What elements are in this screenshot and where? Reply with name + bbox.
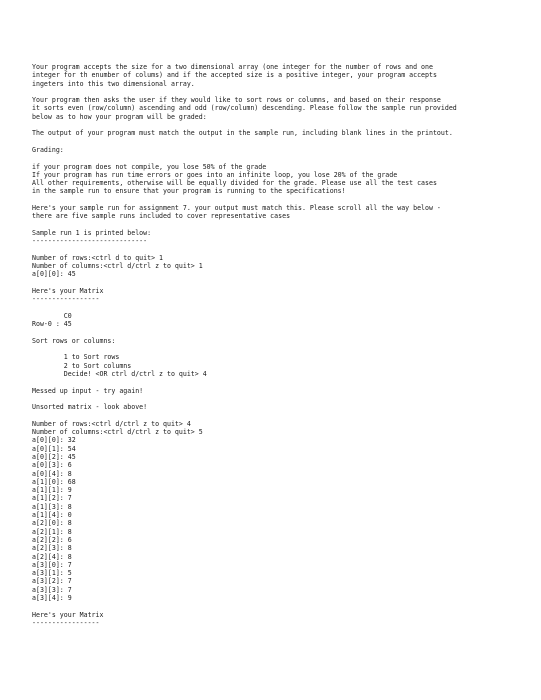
blank-line — [32, 378, 532, 386]
blank-line — [32, 138, 532, 146]
blank-line — [32, 279, 532, 287]
text-line: Number of columns:<ctrl d/ctrl z to quit> 5 — [32, 428, 203, 437]
blank-line — [32, 304, 532, 312]
blank-line — [32, 246, 532, 254]
text-line: a[0][4]: 8 — [32, 469, 72, 478]
text-line: a[2][1]: 8 — [32, 527, 72, 536]
text-line: a[3][2]: 7 — [32, 577, 72, 586]
text-line: a[3][3]: 7 — [32, 585, 72, 594]
text-line: Your program accepts the size for a two dimensional array (one integer for the number of rows and one — [32, 63, 433, 71]
text-line: a[3][1]: 5 — [32, 569, 72, 578]
blank-line — [32, 602, 532, 610]
text-line: integer for th enumber of colums) and if the accepted size is a positive integer, your program accepts — [32, 71, 437, 80]
blank-line — [32, 121, 532, 129]
text-line: If your program has run time errors or goes into an infinite loop, you lose 20% of the grade — [32, 170, 398, 179]
text-line: ingeters into this two dimensional array. — [32, 79, 195, 88]
text-line: a[2][0]: 8 — [32, 519, 72, 528]
text-line: Number of rows:<ctrl d/ctrl z to quit> 4 — [32, 419, 191, 428]
text-line: Number of rows:<ctrl d to quit> 1 — [32, 253, 164, 262]
blank-line — [32, 221, 532, 229]
text-line: Your program then asks the user if they would like to sort rows or columns, and based on their response — [32, 96, 441, 105]
text-line: Row-0 : 45 — [32, 320, 72, 329]
text-line: a[0][0]: 32 — [32, 436, 76, 445]
text-line: a[0][1]: 54 — [32, 444, 76, 453]
text-line: it sorts even (row/column) ascending and odd (row/column) descending. Please follow the sample run provided — [32, 104, 457, 113]
text-line: 2 to Sort columns — [32, 361, 132, 370]
text-line: Unsorted matrix - look above! — [32, 403, 148, 412]
blank-line — [32, 395, 532, 403]
text-line: a[0][0]: 45 — [32, 270, 76, 279]
text-line: if your program does not compile, you lose 50% of the grade — [32, 162, 267, 171]
blank-line — [32, 345, 532, 353]
text-line: Sort rows or columns: — [32, 336, 116, 345]
text-line: Here's your sample run for assignment 7. your output must match this. Please scroll all the way below - — [32, 204, 441, 213]
blank-line — [32, 196, 532, 204]
text-line: Sample run 1 is printed below: — [32, 228, 152, 237]
text-line: a[2][2]: 6 — [32, 535, 72, 544]
text-line: a[3][0]: 7 — [32, 560, 72, 569]
text-line: a[1][2]: 7 — [32, 494, 72, 503]
text-line: there are five sample runs included to cover representative cases — [32, 212, 291, 221]
text-line: a[1][4]: 0 — [32, 511, 72, 520]
text-line: Number of columns:<ctrl d/ctrl z to quit> 1 — [32, 262, 203, 271]
text-line: C0 — [32, 311, 72, 320]
text-line: Here's your Matrix — [32, 287, 104, 296]
assignment-text — [32, 63, 532, 627]
text-line: a[2][4]: 8 — [32, 552, 72, 561]
text-line: Grading: — [32, 145, 64, 154]
text-line: a[1][1]: 9 — [32, 486, 72, 495]
blank-line — [32, 411, 532, 419]
blank-line — [32, 329, 532, 337]
blank-line — [32, 154, 532, 162]
text-line: ----------------- — [32, 295, 100, 304]
text-line: Here's your Matrix — [32, 610, 104, 619]
text-line: The output of your program must match the output in the sample run, including blank lines in the printout. — [32, 129, 453, 138]
text-line: a[3][4]: 9 — [32, 594, 72, 602]
text-line: a[0][3]: 6 — [32, 461, 72, 470]
text-line: a[2][3]: 8 — [32, 544, 72, 553]
text-line: a[1][0]: 68 — [32, 477, 76, 486]
text-line: in the sample run to ensure that your program is running to the specifications! — [32, 187, 346, 196]
text-line: Decide! <OR ctrl d/ctrl z to quit> 4 — [32, 369, 207, 378]
text-line: 1 to Sort rows — [32, 353, 120, 362]
text-line: ----------------- — [32, 618, 100, 627]
text-line: a[0][2]: 45 — [32, 452, 76, 461]
text-line: All other requirements, otherwise will be equally divided for the grade. Please use all the test cases — [32, 179, 437, 188]
text-line: ----------------------------- — [32, 237, 148, 246]
text-line: Messed up input - try again! — [32, 386, 144, 395]
text-line: below as to how your program will be graded: — [32, 112, 207, 121]
blank-line — [32, 88, 532, 96]
text-line: a[1][3]: 8 — [32, 502, 72, 511]
